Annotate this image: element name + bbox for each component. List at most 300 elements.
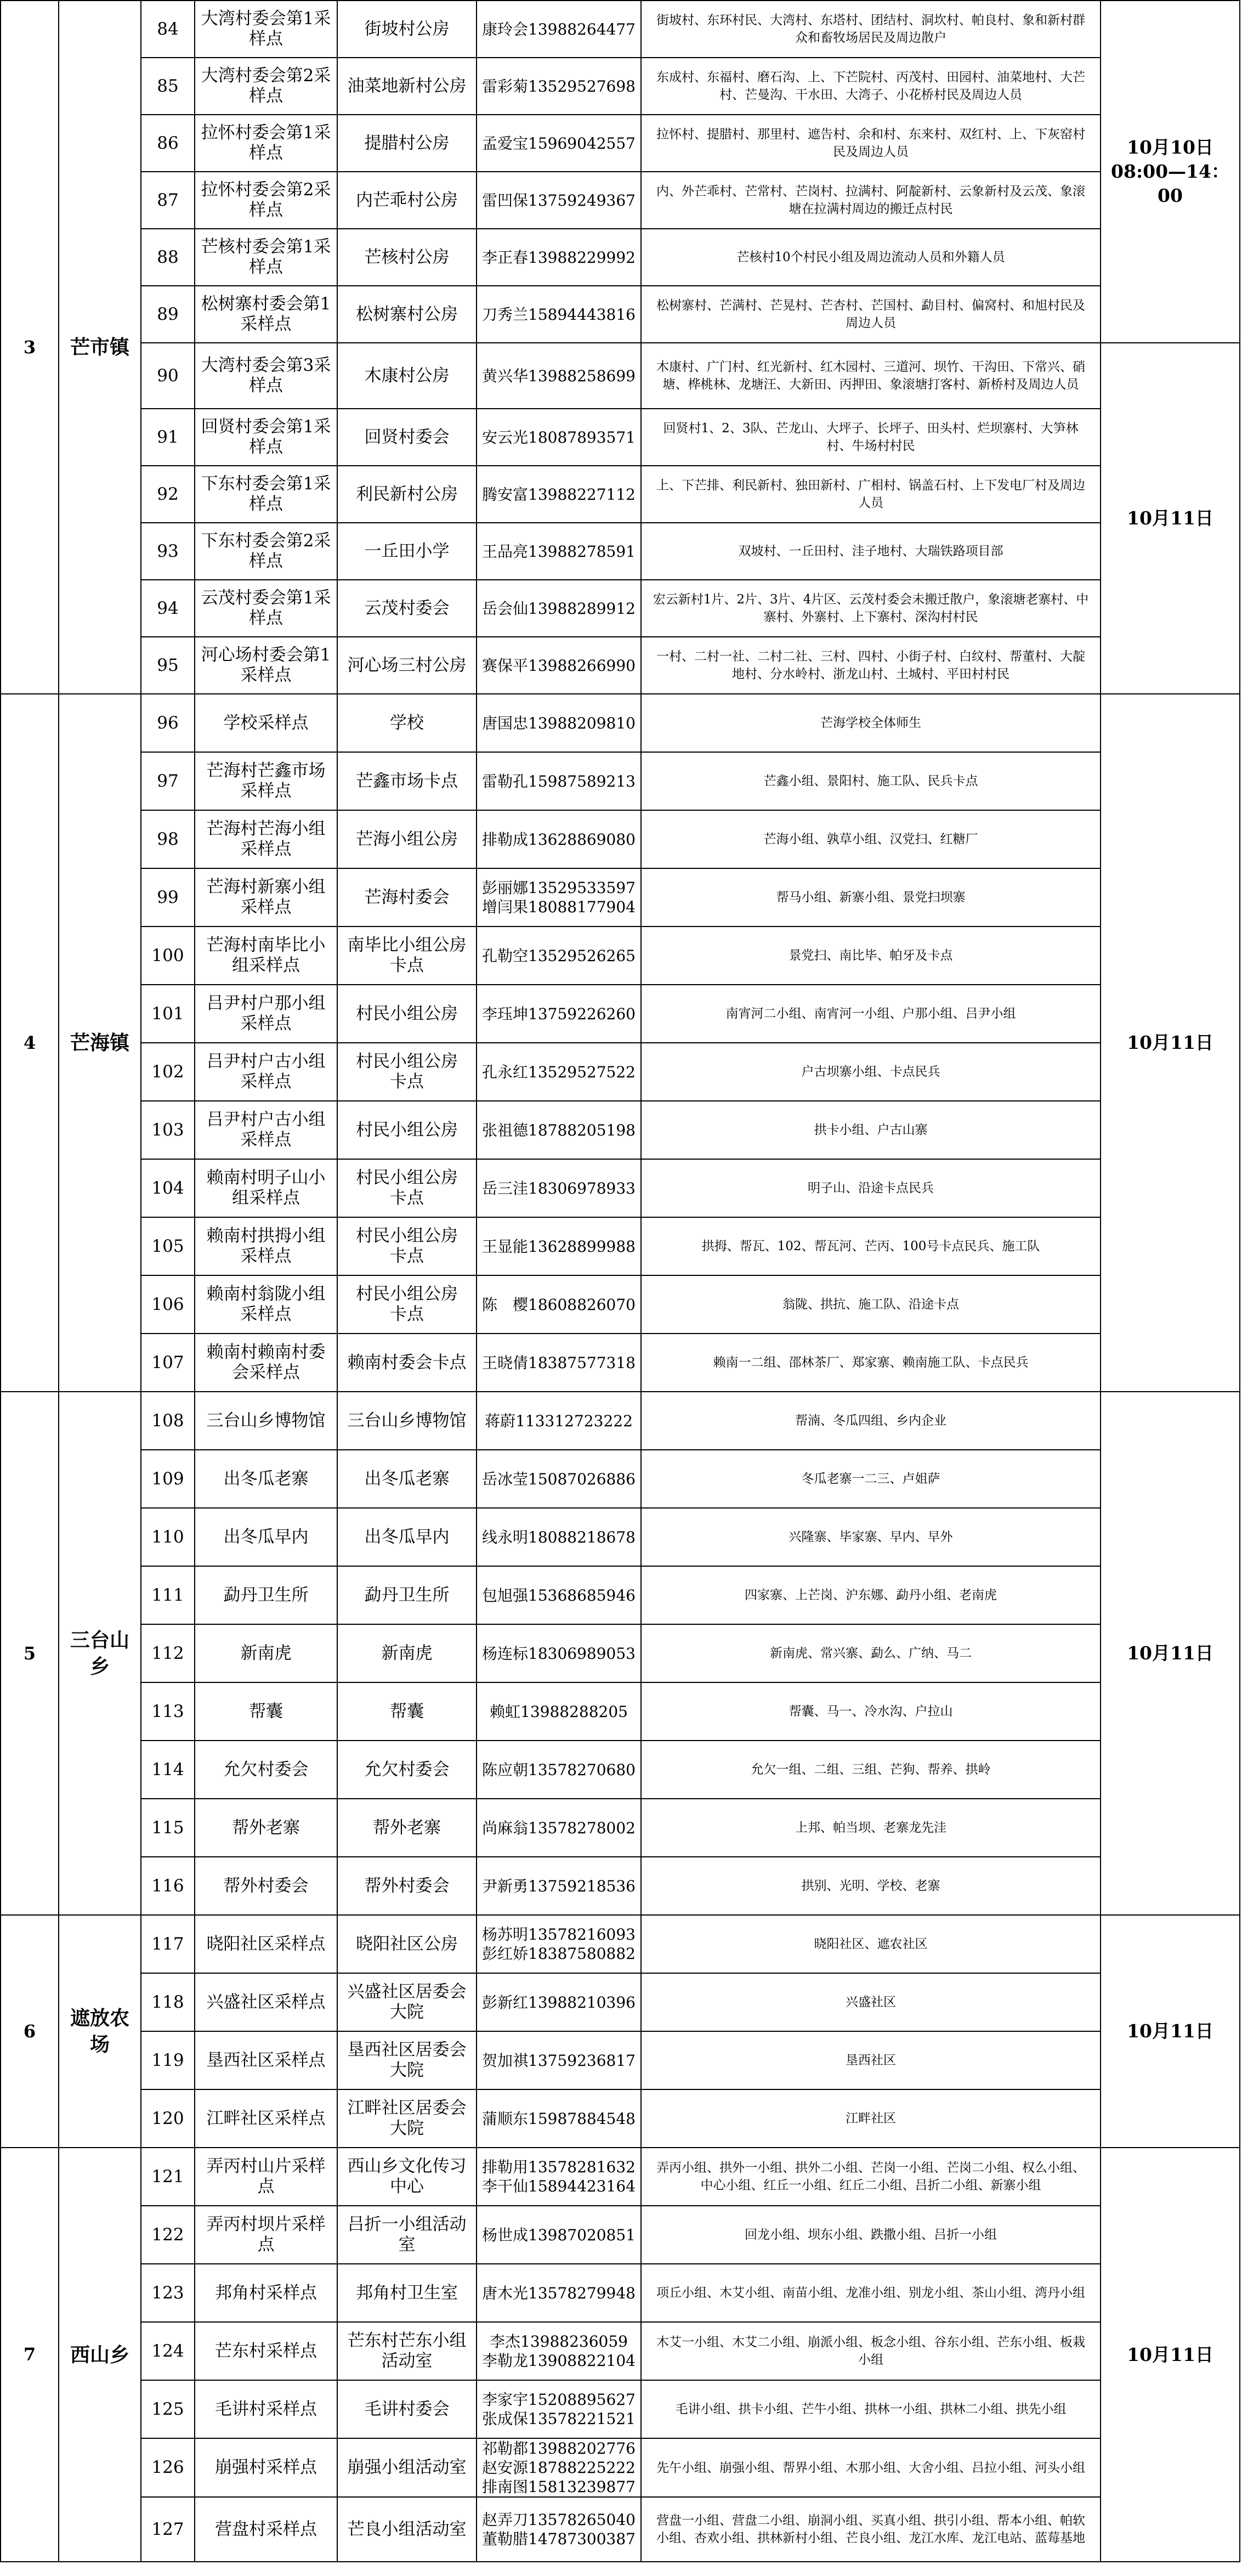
text-line: 唐木光13578279948 [482,2284,636,2302]
site-name: 大湾村委会第3采样点 [195,343,337,409]
text-line: 张成保13578221521 [482,2410,636,2428]
site-location: 村民小组公房 [337,985,477,1043]
coverage-area: 兴盛社区 [641,1973,1101,2031]
table-row [1,1799,1240,1857]
site-contact [477,1799,641,1857]
site-location: 村民小组公房 卡点 [337,1043,477,1101]
site-contact [477,1392,641,1450]
site-number: 120 [141,2089,195,2148]
site-number: 99 [141,868,195,927]
table-row [1,2148,1240,2206]
site-name: 晓阳社区采样点 [195,1915,337,1973]
site-name: 大湾村委会第1采样点 [195,1,337,58]
site-number: 102 [141,1043,195,1101]
coverage-area: 四家寨、上芒岗、沪东娜、勐丹小组、老南虎 [641,1566,1101,1624]
site-number: 121 [141,2148,195,2206]
site-name: 吕尹村户古小组采样点 [195,1043,337,1101]
coverage-area: 拱拇、帮瓦、102、帮瓦河、芒丙、100号卡点民兵、施工队 [641,1217,1101,1275]
site-name: 吕尹村户那小组采样点 [195,985,337,1043]
site-location: 帮外村委会 [337,1857,477,1915]
site-name: 邦角村采样点 [195,2264,337,2322]
site-number: 111 [141,1566,195,1624]
site-location: 回贤村委会 [337,409,477,466]
table-row [1,2031,1240,2089]
site-name: 允欠村委会 [195,1741,337,1799]
coverage-area: 兴隆寨、毕家寨、早内、早外 [641,1508,1101,1566]
table-row [1,2322,1240,2380]
site-location: 木康村公房 [337,343,477,409]
text-line: 王品亮13988278591 [482,542,636,561]
site-number: 126 [141,2438,195,2497]
coverage-area: 双坡村、一丘田村、洼子地村、大瑞铁路项目部 [641,523,1101,580]
site-name: 三台山乡博物馆 [195,1392,337,1450]
site-location: 芒鑫市场卡点 [337,752,477,810]
sampling-time [1101,1915,1240,2148]
text-line: 10月11日 [1127,1642,1213,1664]
table-row [1,1392,1240,1450]
coverage-area: 宏云新村1片、2片、3片、4片区、云茂村委会未搬迁散户，象滚塘老寨村、中寨村、外寨村、上下寨村、深沟村村民 [641,580,1101,637]
site-contact [477,58,641,115]
text-line: 孔勒空13529526265 [482,946,636,965]
site-name: 勐丹卫生所 [195,1566,337,1624]
text-line: 杨世成13987020851 [482,2225,636,2244]
table-row [1,115,1240,172]
site-number: 104 [141,1159,195,1217]
table-row [1,1566,1240,1624]
coverage-area: 回龙小组、坝东小组、跌撒小组、吕折一小组 [641,2206,1101,2264]
site-location: 油菜地新村公房 [337,58,477,115]
coverage-area: 明子山、沿途卡点民兵 [641,1159,1101,1217]
site-name: 出冬瓜老寨 [195,1450,337,1508]
site-number: 89 [141,286,195,343]
text-line: 雷彩菊13529527698 [482,77,636,95]
site-number: 113 [141,1682,195,1741]
site-contact [477,1101,641,1159]
site-location: 勐丹卫生所 [337,1566,477,1624]
site-location: 河心场三村公房 [337,637,477,694]
table-row [1,752,1240,810]
site-number: 110 [141,1508,195,1566]
site-name: 下东村委会第1采样点 [195,466,337,523]
coverage-area: 帮囊、马一、冷水沟、户拉山 [641,1682,1101,1741]
site-contact [477,1566,641,1624]
site-location: 江畔社区居委会大院 [337,2089,477,2148]
site-location: 毛讲村委会 [337,2380,477,2438]
text-line: 孟爱宝15969042557 [482,134,636,152]
site-location: 芒良小组活动室 [337,2497,477,2562]
text-line: 雷凹保13759249367 [482,191,636,210]
site-number: 124 [141,2322,195,2380]
site-number: 114 [141,1741,195,1799]
table-row [1,1624,1240,1682]
text-line: 王显能13628899988 [482,1237,636,1256]
text-line: 彭丽娜13529533597 [482,879,636,897]
site-location: 邦角村卫生室 [337,2264,477,2322]
text-line: 10月11日 [1127,2343,1213,2365]
site-number: 93 [141,523,195,580]
site-number: 87 [141,172,195,229]
text-line: 王晓倩18387577318 [482,1353,636,1372]
site-number: 94 [141,580,195,637]
site-location: 崩强小组活动室 [337,2438,477,2497]
table-row [1,927,1240,985]
text-line: 彭新红13988210396 [482,1993,636,2012]
site-location: 垦西社区居委会大院 [337,2031,477,2089]
table-row [1,286,1240,343]
text-line: 陈 樱18608826070 [482,1295,636,1314]
site-location: 三台山乡博物馆 [337,1392,477,1450]
site-name: 大湾村委会第2采样点 [195,58,337,115]
text-line: 尚麻翁13578278002 [482,1818,636,1837]
site-location: 街坡村公房 [337,1,477,58]
site-number: 98 [141,810,195,868]
table-row [1,1450,1240,1508]
site-number: 122 [141,2206,195,2264]
site-name: 弄丙村坝片采样点 [195,2206,337,2264]
coverage-area: 芒鑫小组、景阳村、施工队、民兵卡点 [641,752,1101,810]
site-name: 云茂村委会第1采样点 [195,580,337,637]
text-line: 10月11日 [1127,2020,1213,2042]
group-index: 6 [1,1915,59,2148]
table-row [1,172,1240,229]
coverage-area: 芒海学校全体师生 [641,694,1101,752]
table-row [1,2264,1240,2322]
site-contact [477,2438,641,2497]
text-line: 孔永红13529527522 [482,1063,636,1081]
site-name: 芒核村委会第1采样点 [195,229,337,286]
site-number: 106 [141,1275,195,1334]
site-contact [477,1624,641,1682]
site-location: 提腊村公房 [337,115,477,172]
site-contact [477,2497,641,2562]
text-line: 张祖德18788205198 [482,1121,636,1139]
site-name: 崩强村采样点 [195,2438,337,2497]
site-contact [477,2206,641,2264]
site-name: 毛讲村采样点 [195,2380,337,2438]
sampling-time [1101,2148,1240,2562]
coverage-area: 拱卡小组、户古山寨 [641,1101,1101,1159]
site-location: 一丘田小学 [337,523,477,580]
coverage-area: 景党扫、南比毕、帕牙及卡点 [641,927,1101,985]
site-number: 85 [141,58,195,115]
text-line: 尹新勇13759218536 [482,1877,636,1895]
coverage-area: 上、下芒排、利民新村、独田新村、广相村、锅盖石村、上下发电厂村及周边人员 [641,466,1101,523]
site-location: 赖南村委会卡点 [337,1334,477,1392]
table-row [1,2089,1240,2148]
site-contact [477,2264,641,2322]
site-contact [477,409,641,466]
sampling-time [1101,1392,1240,1915]
site-number: 123 [141,2264,195,2322]
site-number: 97 [141,752,195,810]
text-line: 李干仙15894423164 [482,2177,636,2195]
site-location: 出冬瓜老寨 [337,1450,477,1508]
site-contact [477,694,641,752]
text-line: 李珏坤13759226260 [482,1004,636,1023]
text-line: 李杰13988236059 [490,2332,628,2351]
text-line: 贺加祺13759236817 [482,2051,636,2070]
site-location: 芒海小组公房 [337,810,477,868]
site-location: 村民小组公房 卡点 [337,1275,477,1334]
coverage-area: 项丘小组、木艾小组、南苗小组、龙准小组、别龙小组、茶山小组、湾丹小组 [641,2264,1101,2322]
site-location: 兴盛社区居委会大院 [337,1973,477,2031]
text-line: 排勒成13628869080 [482,830,636,849]
site-contact [477,2031,641,2089]
site-location: 吕折一小组活动室 [337,2206,477,2264]
site-contact [477,286,641,343]
site-number: 91 [141,409,195,466]
table-row [1,2497,1240,2562]
site-contact [477,523,641,580]
coverage-area: 芒核村10个村民小组及周边流动人员和外籍人员 [641,229,1101,286]
coverage-area: 弄丙小组、拱外一小组、拱外二小组、芒岗一小组、芒岗二小组、权么小组、中心小组、红丘一小组、红丘二小组、吕折二小组、新寨小组 [641,2148,1101,2206]
table-row [1,694,1240,752]
site-location: 芒核村公房 [337,229,477,286]
site-name: 学校采样点 [195,694,337,752]
site-location: 云茂村委会 [337,580,477,637]
site-name: 赖南村赖南村委会采样点 [195,1334,337,1392]
site-number: 101 [141,985,195,1043]
coverage-area: 芒海小组、孰草小组、汉党扫、红糖厂 [641,810,1101,868]
site-contact [477,1275,641,1334]
site-name: 新南虎 [195,1624,337,1682]
site-number: 90 [141,343,195,409]
coverage-area: 南宵河二小组、南宵河一小组、户那小组、吕尹小组 [641,985,1101,1043]
site-name: 回贤村委会第1采样点 [195,409,337,466]
text-line: 包旭强15368685946 [482,1586,636,1605]
site-location: 芒海村委会 [337,868,477,927]
site-number: 117 [141,1915,195,1973]
group-index: 3 [1,1,59,694]
coverage-area: 拱别、光明、学校、老寨 [641,1857,1101,1915]
site-contact [477,810,641,868]
sampling-time [1101,694,1240,1392]
table-row [1,810,1240,868]
site-contact [477,343,641,409]
table-row [1,466,1240,523]
site-number: 105 [141,1217,195,1275]
site-location: 晓阳社区公房 [337,1915,477,1973]
coverage-area: 毛讲小组、拱卡小组、芒牛小组、拱林一小组、拱林二小组、拱先小组 [641,2380,1101,2438]
site-contact [477,985,641,1043]
coverage-area: 回贤村1、2、3队、芒龙山、大坪子、长坪子、田头村、烂坝寨村、大笋林村、牛场村村民 [641,409,1101,466]
table-row [1,1159,1240,1217]
coverage-area: 户古坝寨小组、卡点民兵 [641,1043,1101,1101]
site-contact [477,2089,641,2148]
table-row [1,1915,1240,1973]
site-location: 允欠村委会 [337,1741,477,1799]
text-line: 杨连标18306989053 [482,1644,636,1663]
table-row [1,1973,1240,2031]
site-number: 92 [141,466,195,523]
text-line: 增闫果18088177904 [482,898,636,916]
site-location: 芒东村芒东小组 活动室 [337,2322,477,2380]
site-contact [477,752,641,810]
site-name: 吕尹村户古小组采样点 [195,1101,337,1159]
coverage-area: 木艾一小组、木艾二小组、崩派小组、板念小组、谷东小组、芒东小组、板栽小组 [641,2322,1101,2380]
table-row [1,580,1240,637]
table-row [1,1275,1240,1334]
site-contact [477,2148,641,2206]
table-row [1,2206,1240,2264]
site-contact [477,172,641,229]
site-number: 86 [141,115,195,172]
coverage-area: 冬瓜老寨一二三、卢姐萨 [641,1450,1101,1508]
site-number: 116 [141,1857,195,1915]
site-contact [477,1973,641,2031]
site-contact [477,1682,641,1741]
coverage-area: 东成村、东福村、磨石沟、上、下芒院村、丙茂村、田园村、油菜地村、大芒村、芒曼沟、干水田、大湾子、小花桥村民及周边人员 [641,58,1101,115]
site-location: 南毕比小组公房 卡点 [337,927,477,985]
table-row [1,1682,1240,1741]
coverage-area: 木康村、广门村、红光新村、红木园村、三道河、坝竹、干沟田、下常兴、硝塘、桦桃林、龙塘汪、大新田、丙押田、象滚塘打客村、新桥村及周边人员 [641,343,1101,409]
table-row [1,1043,1240,1101]
site-number: 96 [141,694,195,752]
coverage-area: 允欠一组、二组、三组、芒狗、帮养、拱岭 [641,1741,1101,1799]
site-contact [477,580,641,637]
group-index: 7 [1,2148,59,2562]
town-name: 三台山乡 [59,1392,141,1915]
coverage-area: 帮马小组、新寨小组、景党扫坝寨 [641,868,1101,927]
coverage-area: 街坡村、东环村民、大湾村、东塔村、团结村、洞坎村、帕良村、象和新村群众和畜牧场居民及周边散户 [641,1,1101,58]
site-contact [477,1857,641,1915]
site-contact [477,1508,641,1566]
town-name: 芒海镇 [59,694,141,1392]
site-number: 119 [141,2031,195,2089]
coverage-area: 一村、二村一社、二村二社、三村、四村、小街子村、白纹村、帮董村、大靛地村、分水岭村、浙龙山村、土城村、平田村村民 [641,637,1101,694]
site-contact [477,1217,641,1275]
sampling-time [1101,1,1240,343]
site-number: 115 [141,1799,195,1857]
site-name: 帮外村委会 [195,1857,337,1915]
coverage-area: 上邦、帕当坝、老寨龙先洼 [641,1799,1101,1857]
site-contact [477,1334,641,1392]
text-line: 蒲顺东15987884548 [482,2109,636,2128]
site-name: 赖南村明子山小组采样点 [195,1159,337,1217]
site-number: 88 [141,229,195,286]
table-row [1,2380,1240,2438]
site-name: 帮囊 [195,1682,337,1741]
site-name: 拉怀村委会第2采样点 [195,172,337,229]
site-number: 103 [141,1101,195,1159]
site-contact [477,1915,641,1973]
text-line: 李勒龙13908822104 [482,2352,636,2370]
group-index: 5 [1,1392,59,1915]
text-line: 排南图15813239877 [482,2478,636,2496]
table-row [1,1508,1240,1566]
coverage-area: 营盘一小组、营盘二小组、崩洞小组、买真小组、拱引小组、帮本小组、帕软小组、杏欢小组、拱林新村小组、芒良小组、龙江水库、龙江电站、蓝莓基地 [641,2497,1101,2562]
site-location: 帮囊 [337,1682,477,1741]
site-contact [477,1741,641,1799]
site-number: 127 [141,2497,195,2562]
table-row [1,523,1240,580]
text-line: 蒋蔚113312723222 [485,1411,633,1430]
site-location: 村民小组公房 [337,1101,477,1159]
site-location: 出冬瓜早内 [337,1508,477,1566]
site-name: 芒海村南毕比小组采样点 [195,927,337,985]
town-name: 遮放农场 [59,1915,141,2148]
text-line: 腾安富13988227112 [482,485,636,504]
text-line: 08:00—14：00 [1111,161,1229,206]
site-contact [477,2322,641,2380]
site-contact [477,637,641,694]
table-row [1,229,1240,286]
site-name: 垦西社区采样点 [195,2031,337,2089]
text-line: 彭红娇18387580882 [482,1945,636,1963]
site-location: 村民小组公房 卡点 [337,1217,477,1275]
text-line: 杨苏明13578216093 [482,1925,636,1944]
site-contact [477,1,641,58]
site-name: 营盘村采样点 [195,2497,337,2562]
text-line: 排勒用13578281632 [482,2158,636,2176]
site-number: 125 [141,2380,195,2438]
site-contact [477,1043,641,1101]
text-line: 岳三洼18306978933 [482,1179,636,1197]
text-line: 陈应朝13578270680 [482,1760,636,1779]
site-name: 赖南村拱拇小组采样点 [195,1217,337,1275]
site-location: 西山乡文化传习中心 [337,2148,477,2206]
coverage-area: 内、外芒乖村、芒常村、芒岗村、拉满村、阿靛新村、云象新村及云茂、象滚塘在拉满村周边的搬迁点村民 [641,172,1101,229]
coverage-area: 新南虎、常兴寨、勐么、广纳、马二 [641,1624,1101,1682]
site-name: 赖南村翁陇小组采样点 [195,1275,337,1334]
site-number: 100 [141,927,195,985]
site-contact [477,1450,641,1508]
text-line: 10月11日 [1127,1032,1213,1053]
site-name: 江畔社区采样点 [195,2089,337,2148]
site-location: 利民新村公房 [337,466,477,523]
text-line: 赛保平13988266990 [482,656,636,675]
text-line: 赖虹13988288205 [490,1702,628,1721]
text-line: 岳冰莹15087026886 [482,1470,636,1488]
text-line: 祁勒都13988202776 [482,2439,636,2458]
table-row [1,409,1240,466]
table-row [1,1217,1240,1275]
table-row [1,637,1240,694]
site-number: 95 [141,637,195,694]
site-name: 拉怀村委会第1采样点 [195,115,337,172]
text-line: 赵安源18788225222 [482,2459,636,2477]
site-contact [477,229,641,286]
coverage-area: 晓阳社区、遮农社区 [641,1915,1101,1973]
site-number: 108 [141,1392,195,1450]
site-name: 松树寨村委会第1采样点 [195,286,337,343]
site-contact [477,868,641,927]
coverage-area: 翁陇、拱抗、施工队、沿途卡点 [641,1275,1101,1334]
site-name: 河心场村委会第1采样点 [195,637,337,694]
site-name: 芒海村芒海小组采样点 [195,810,337,868]
coverage-area: 拉怀村、提腊村、那里村、遮告村、余和村、东来村、双红村、上、下灰窑村民及周边人员 [641,115,1101,172]
coverage-area: 松树寨村、芒满村、芒晃村、芒杏村、芒国村、勐目村、偏窝村、和旭村民及周边人员 [641,286,1101,343]
site-name: 芒东村采样点 [195,2322,337,2380]
site-number: 109 [141,1450,195,1508]
site-name: 下东村委会第2采样点 [195,523,337,580]
text-line: 10月10日 [1127,137,1213,158]
site-name: 出冬瓜早内 [195,1508,337,1566]
table-row [1,1334,1240,1392]
site-location: 帮外老寨 [337,1799,477,1857]
coverage-area: 江畔社区 [641,2089,1101,2148]
town-name: 芒市镇 [59,1,141,694]
text-line: 刀秀兰15894443816 [482,305,636,324]
text-line: 岳会仙13988289912 [482,599,636,618]
site-name: 弄丙村山片采样点 [195,2148,337,2206]
text-line: 10月11日 [1127,507,1213,529]
site-name: 芒海村新寨小组采样点 [195,868,337,927]
site-location: 新南虎 [337,1624,477,1682]
site-number: 107 [141,1334,195,1392]
text-line: 唐国忠13988209810 [482,714,636,732]
text-line: 李正春13988229992 [482,248,636,267]
